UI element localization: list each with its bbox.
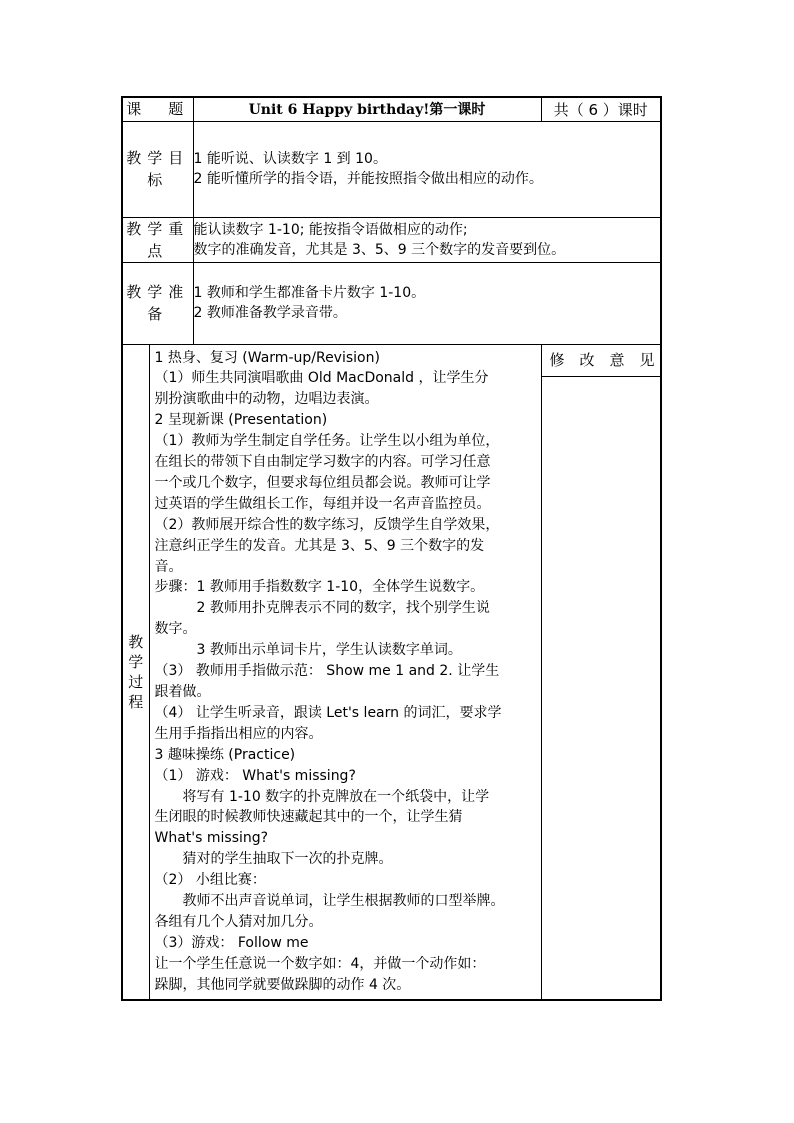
goal-line: 1 能听说、认读数字 1 到 10。 <box>193 151 387 167</box>
process-line: （3） 教师用手指做示范： Show me 1 and 2. 让学生 <box>154 663 500 680</box>
key-points-label-line1: 教学重 <box>126 219 190 238</box>
process-line: （1）师生共同演唱歌曲 Old MacDonald ，让学生分 <box>154 370 489 387</box>
revision-notes-cell <box>541 344 670 1000</box>
process-line: （3）游戏： Follow me <box>154 934 309 951</box>
process-line: 步骤：1 教师用手指数数字 1-10，全体学生说数字。 <box>154 579 485 596</box>
process-line: 猜对的学生抽取下一次的扑克牌。 <box>154 851 393 868</box>
process-line: 数字。 <box>154 621 197 638</box>
process-line: 注意纠正学生的发音。尤其是 3、5、9 三个数字的发 <box>154 537 485 554</box>
process-label-char: 过 <box>128 672 144 691</box>
key-points-content <box>193 217 661 262</box>
process-line: （1）教师为学生制定自学任务。让学生以小组为单位， <box>154 433 500 450</box>
process-line: （2）教师展开综合性的数字练习，反馈学生自学效果， <box>154 516 500 533</box>
process-line: 在组长的带领下自由制定学习数字的内容。可学习任意 <box>154 454 491 471</box>
process-line: 一个或几个数字，但要求每位组员都会说。教师可让学 <box>154 474 491 491</box>
preparation-content <box>193 262 661 344</box>
preparation-label-line1: 教学准 <box>126 283 190 301</box>
goal-line: 2 能听懂所学的指令语，并能按照指令做出相应的动作。 <box>193 171 543 187</box>
revision-notes-header: 修改意见 <box>542 345 661 377</box>
process-line: 教师不出声音说单词，让学生根据教师的口型举牌。 <box>154 893 505 910</box>
lesson-hours: 共（ 6 ）课时 <box>541 97 661 121</box>
process-line: 3 趣味操练 (Practice) <box>154 746 296 763</box>
process-line: 过英语的学生做组长工作，每组并设一名声音监控员。 <box>154 495 491 512</box>
process-line: （1） 游戏： What's missing? <box>154 767 356 784</box>
header-row <box>122 97 661 121</box>
key-point-line: 能认读数字 1-10; 能按指令语做相应的动作; <box>193 221 468 238</box>
process-label-cell <box>122 344 149 1000</box>
preparation-line: 1 教师和学生都准备卡片数字 1-10。 <box>193 285 426 301</box>
preparation-label-line2: 备 <box>147 305 169 323</box>
process-line: （2） 小组比赛： <box>154 872 266 889</box>
goals-row <box>122 121 661 217</box>
preparation-row <box>122 262 661 344</box>
process-line: 各组有几个人猜对加几分。 <box>154 913 323 930</box>
process-line: 跟着做。 <box>154 684 211 700</box>
process-line: What's missing? <box>154 830 269 847</box>
process-line: 2 教师用扑克牌表示不同的数字，找个别学生说 <box>154 600 490 617</box>
process-line: 别扮演歌曲中的动物，边唱边表演。 <box>154 391 379 408</box>
preparation-label-cell <box>122 262 193 344</box>
key-point-line: 数字的准确发音，尤其是 3、5、9 三个数字的发音要到位。 <box>193 241 566 258</box>
process-line: 跺脚，其他同学就要做跺脚的动作 4 次。 <box>154 976 411 993</box>
process-label-char: 教 <box>128 632 144 651</box>
process-line: 音。 <box>154 558 183 575</box>
process-content <box>149 344 541 1000</box>
key-points-label-cell <box>122 217 193 262</box>
topic-label: 课 题 <box>126 100 190 119</box>
topic-label-cell <box>122 97 193 121</box>
goals-label-cell <box>122 121 193 217</box>
process-line: 将写有 1-10 数字的扑克牌放在一个纸袋中，让学 <box>154 788 490 805</box>
preparation-line: 2 教师准备教学录音带。 <box>193 305 347 321</box>
process-line: （4） 让学生听录音，跟读 Let's learn 的词汇，要求学 <box>154 704 502 721</box>
goals-label-line2: 标 <box>147 171 169 189</box>
process-line: 生闭眼的时候教师快速藏起其中的一个，让学生猜 <box>154 809 463 826</box>
process-line: 2 呈现新课 (Presentation) <box>154 412 328 429</box>
process-line: 1 热身、复习 (Warm-up/Revision) <box>154 349 380 366</box>
lesson-plan-table <box>121 96 670 1001</box>
key-points-row <box>122 217 661 262</box>
goals-content <box>193 121 661 217</box>
lesson-title: Unit 6 Happy birthday!第一课时 <box>193 97 541 121</box>
process-line: 3 教师出示单词卡片，学生认读数字单词。 <box>154 642 462 659</box>
process-label-char: 程 <box>128 692 144 711</box>
process-label-char: 学 <box>128 652 144 671</box>
goals-label-line1: 教学目 <box>126 149 190 167</box>
key-points-label-line2: 点 <box>147 241 169 260</box>
process-row <box>122 344 661 1000</box>
process-line: 让一个学生任意说一个数字如：4，并做一个动作如： <box>154 955 486 972</box>
process-line: 生用手指指出相应的内容。 <box>154 725 323 742</box>
